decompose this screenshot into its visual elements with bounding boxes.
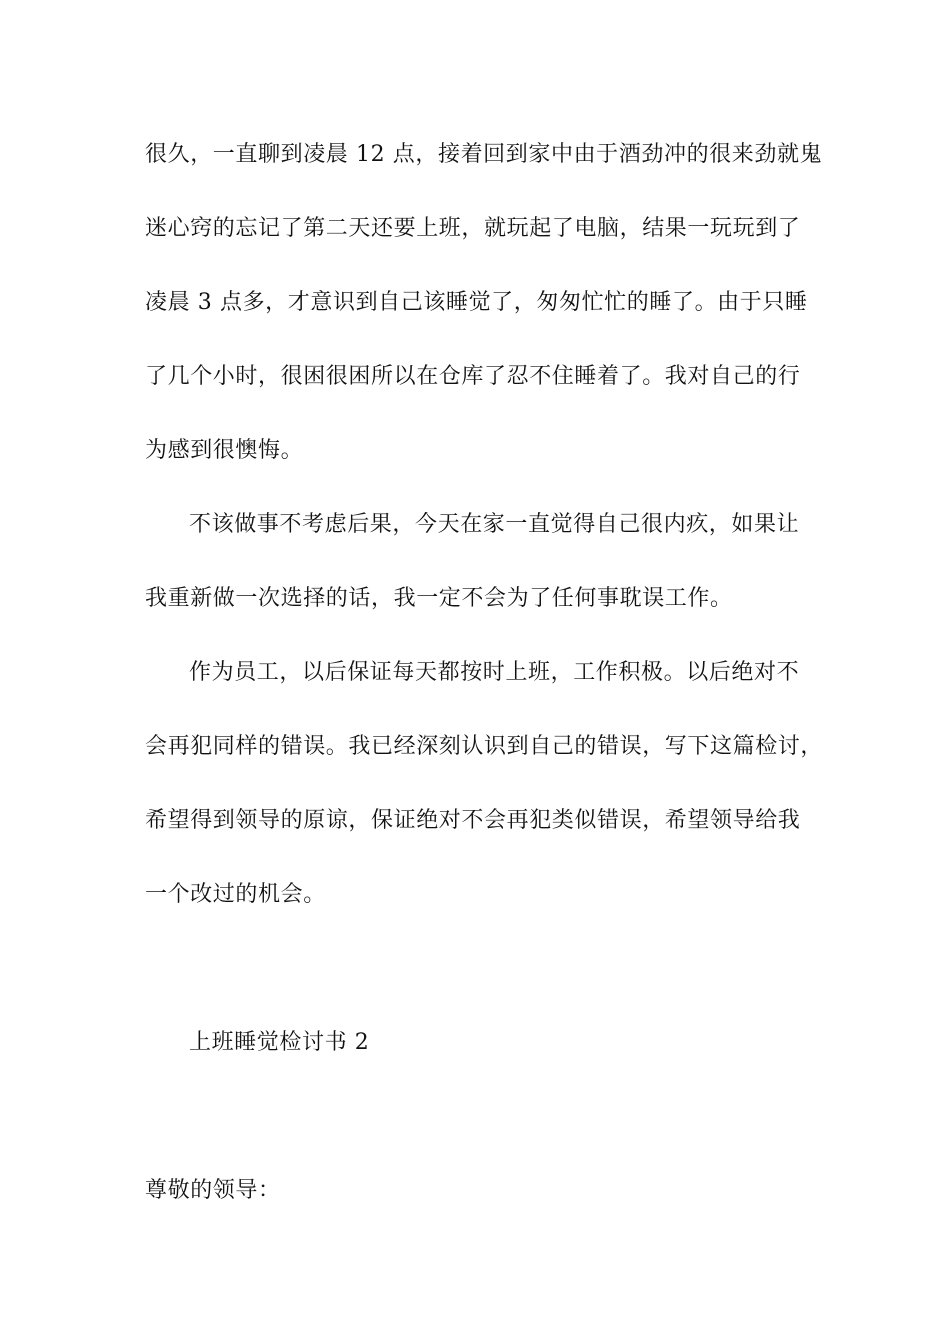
paragraph-line: 迷心窍的忘记了第二天还要上班，就玩起了电脑，结果一玩玩到了 [145,216,801,241]
paragraph-line: 不该做事不考虑后果，今天在家一直觉得自己很内疚，如果让 [189,512,800,537]
paragraph-line: 希望得到领导的原谅，保证绝对不会再犯类似错误，希望领导给我 [145,808,801,833]
salutation: 尊敬的领导： [145,1178,281,1203]
paragraph-line: 我重新做一次选择的话，我一定不会为了任何事耽误工作。 [145,586,733,611]
paragraph-line: 了几个小时，很困很困所以在仓库了忍不住睡着了。我对自己的行 [145,364,801,389]
paragraph-line: 凌晨 3 点多，才意识到自己该睡觉了，匆匆忙忙的睡了。由于只睡 [145,290,808,315]
paragraph-line: 为感到很懊悔。 [145,438,304,463]
paragraph-line: 一个改过的机会。 [145,882,326,907]
paragraph-line: 作为员工，以后保证每天都按时上班，工作积极。以后绝对不 [189,660,800,685]
section-title: 上班睡觉检讨书 2 [189,1030,370,1055]
paragraph-line: 很久，一直聊到凌晨 12 点，接着回到家中由于酒劲冲的很来劲就鬼 [145,142,823,167]
paragraph-line: 会再犯同样的错误。我已经深刻认识到自己的错误，写下这篇检讨， [145,734,824,759]
